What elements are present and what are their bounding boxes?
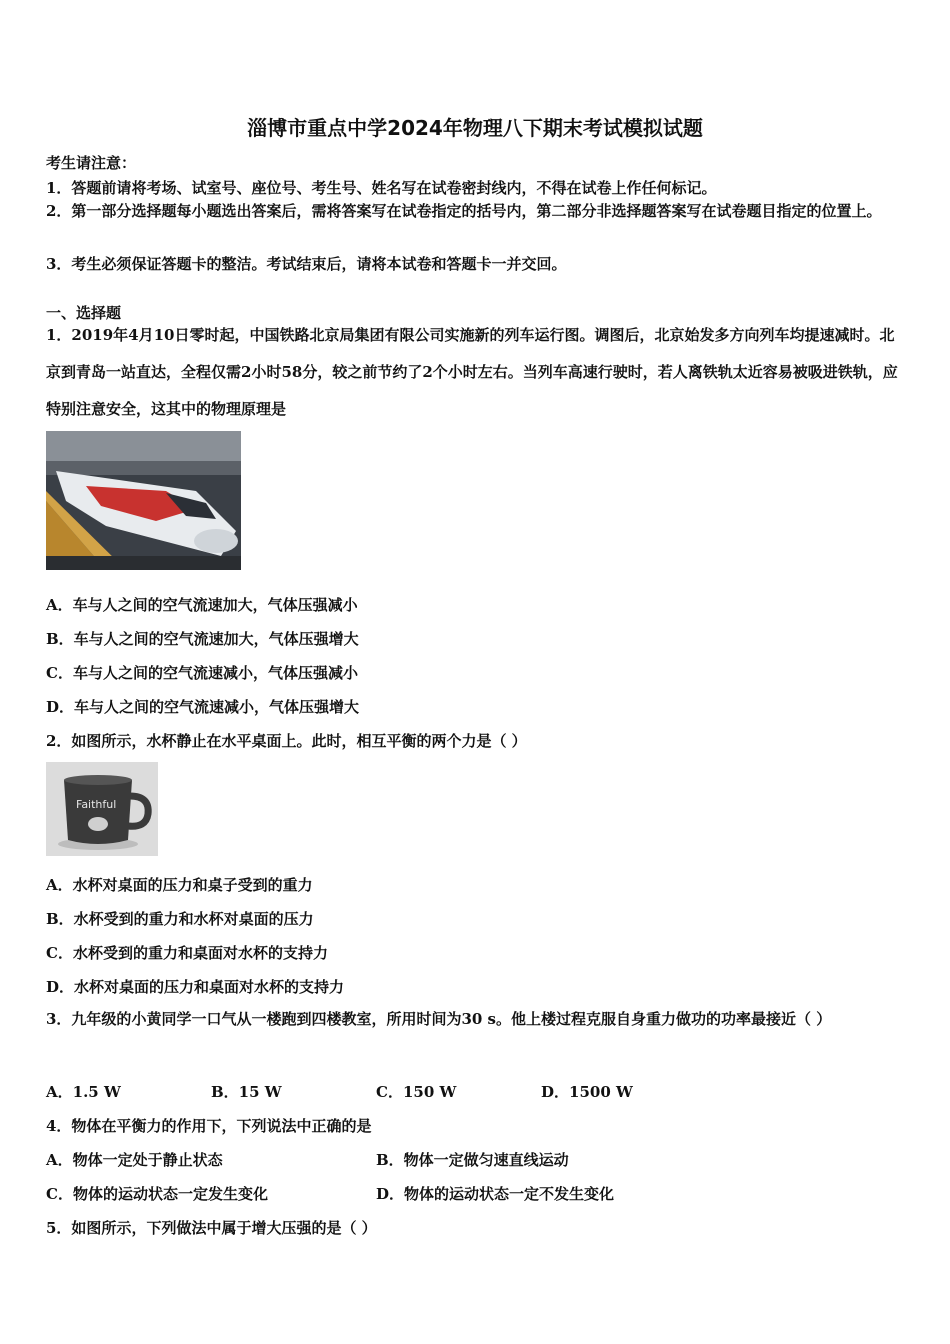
question-1-stem: 1．2019年4月10日零时起，中国铁路北京局集团有限公司实施新的列车运行图。调图后，北京始发多方向列车均提速减时。北京到青岛一站直达，全程仅需2小时58分，较之前节约了2个小时左右。当列车高速行驶时，若人离铁轨太近容易被吸进铁轨，应特别注意安全，这其中的物理原理是 bbox=[46, 326, 898, 418]
q3-option-b: B．15 W bbox=[211, 1083, 282, 1101]
question-4-stem: 4．物体在平衡力的作用下，下列说法中正确的是 bbox=[46, 1117, 372, 1135]
q4-option-a: A．物体一定处于静止状态 bbox=[46, 1151, 223, 1169]
q1-option-a: A．车与人之间的空气流速加大，气体压强减小 bbox=[46, 596, 358, 614]
q1-option-d: D．车与人之间的空气流速减小，气体压强增大 bbox=[46, 698, 360, 716]
q2-option-c: C．水杯受到的重力和桌面对水杯的支持力 bbox=[46, 944, 328, 962]
section-heading: 一、选择题 bbox=[46, 304, 122, 322]
q1-option-c: C．车与人之间的空气流速减小，气体压强减小 bbox=[46, 664, 358, 682]
train-photo bbox=[46, 431, 241, 570]
cup-text: Faithful bbox=[76, 798, 117, 811]
q4-option-d: D．物体的运动状态一定不发生变化 bbox=[376, 1185, 615, 1203]
q2-option-d: D．水杯对桌面的压力和桌面对水杯的支持力 bbox=[46, 978, 345, 996]
notice-item-3: 3．考生必须保证答题卡的整洁。考试结束后，请将本试卷和答题卡一并交回。 bbox=[46, 255, 567, 273]
q3-option-d: D．1500 W bbox=[541, 1083, 633, 1101]
q2-option-a: A．水杯对桌面的压力和桌子受到的重力 bbox=[46, 876, 313, 894]
notice-heading: 考生请注意： bbox=[46, 154, 137, 172]
notice-item-1: 1．答题前请将考场、试室号、座位号、考生号、姓名写在试卷密封线内，不得在试卷上作任何标记。 bbox=[46, 179, 717, 197]
q4-option-c: C．物体的运动状态一定发生变化 bbox=[46, 1185, 268, 1203]
cup-photo bbox=[46, 762, 158, 856]
q3-option-a: A．1.5 W bbox=[46, 1083, 121, 1101]
notice-item-2: 2．第一部分选择题每小题选出答案后，需将答案写在试卷指定的括号内，第二部分非选择题答案写在试卷题目指定的位置上。 bbox=[46, 202, 882, 220]
q4-option-b: B．物体一定做匀速直线运动 bbox=[376, 1151, 569, 1169]
q1-option-b: B．车与人之间的空气流速加大，气体压强增大 bbox=[46, 630, 359, 648]
question-3-stem: 3．九年级的小黄同学一口气从一楼跑到四楼教室，所用时间为30 s。他上楼过程克服自身重力做功的功率最接近（ ） bbox=[46, 1010, 832, 1028]
question-5-stem: 5．如图所示，下列做法中属于增大压强的是（ ） bbox=[46, 1219, 377, 1237]
exam-title: 淄博市重点中学2024年物理八下期末考试模拟试题 bbox=[247, 116, 703, 140]
q2-option-b: B．水杯受到的重力和水杯对桌面的压力 bbox=[46, 910, 314, 928]
question-2-stem: 2．如图所示，水杯静止在水平桌面上。此时，相互平衡的两个力是（ ） bbox=[46, 732, 527, 750]
q3-option-c: C．150 W bbox=[376, 1083, 457, 1101]
